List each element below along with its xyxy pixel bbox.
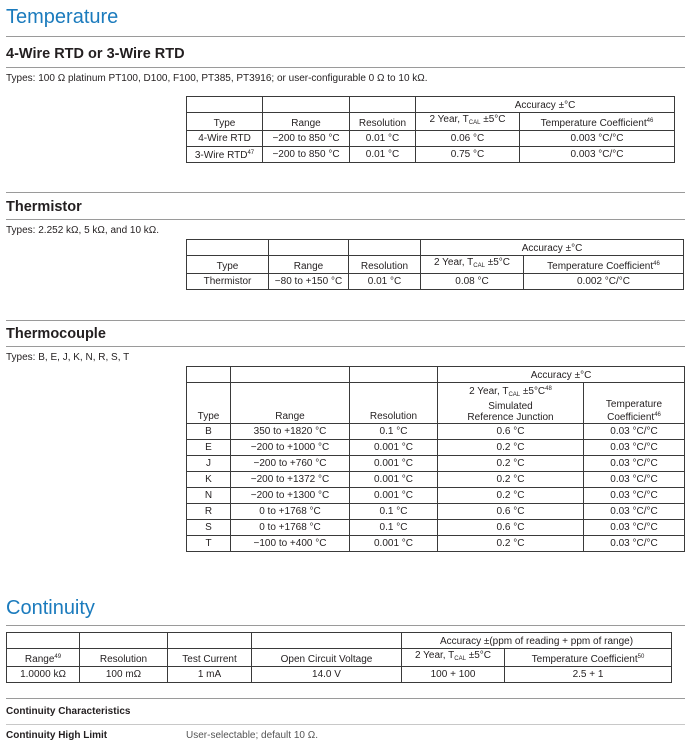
footnote-ref: 50 <box>637 654 645 660</box>
resolution-cell: 0.1 °C <box>350 504 438 520</box>
tempco-header <box>524 256 684 274</box>
two-year-cell: 100 + 100 <box>402 667 505 683</box>
tempco-cell: 0.003 °C/°C <box>520 131 675 147</box>
section-divider <box>6 625 685 626</box>
range-cell: −200 to +1372 °C <box>231 472 350 488</box>
tempco-label: Temperature Coefficient <box>547 261 654 272</box>
type-header: Type <box>187 113 263 131</box>
section-divider <box>6 36 685 37</box>
rtd-title: 4-Wire RTD or 3-Wire RTD <box>6 46 185 62</box>
type-header: Type <box>187 383 231 424</box>
table-row <box>187 472 685 488</box>
continuity-high-limit-value: User-selectable; default 10 Ω. <box>186 730 318 741</box>
table-row <box>187 456 685 472</box>
subsection-divider <box>6 219 685 220</box>
two-year-label: 2 Year, T <box>469 386 509 397</box>
two-year-tolerance: ±5°C <box>520 386 546 397</box>
table-row <box>187 147 675 163</box>
tempco-header <box>505 649 672 667</box>
empty-cell <box>187 97 263 113</box>
table-row <box>187 274 684 290</box>
thermocouple-title: Thermocouple <box>6 326 106 342</box>
two-year-header <box>416 113 520 131</box>
two-year-header <box>402 649 505 667</box>
range-cell: −100 to +400 °C <box>231 536 350 552</box>
table-row <box>187 504 685 520</box>
type-cell: R <box>187 504 231 520</box>
simulated-cell: 0.2 °C <box>438 456 584 472</box>
range-cell: −200 to 850 °C <box>263 147 350 163</box>
temperature-heading: Temperature <box>6 6 119 28</box>
tempco-cell: 0.03 °C/°C <box>584 424 685 440</box>
range-cell: 0 to +1768 °C <box>231 504 350 520</box>
simulated-header <box>438 383 584 424</box>
simulated-cell: 0.2 °C <box>438 488 584 504</box>
footnote-ref: 48 <box>545 386 552 392</box>
type-cell: J <box>187 456 231 472</box>
simulated-cell: 0.2 °C <box>438 536 584 552</box>
resolution-cell: 0.001 °C <box>350 488 438 504</box>
table-row <box>187 424 685 440</box>
accuracy-group-header: Accuracy ±°C <box>438 367 685 383</box>
footnote-ref: 46 <box>653 261 660 267</box>
tempco-cell: 0.03 °C/°C <box>584 456 685 472</box>
continuity-high-limit-label: Continuity High Limit <box>6 730 108 741</box>
two-year-label: 2 Year, T <box>414 650 455 661</box>
empty-cell <box>252 633 402 649</box>
continuity-high-limit-row <box>6 730 685 741</box>
tempco-cell: 0.002 °C/°C <box>524 274 684 290</box>
type-cell: Thermistor <box>187 274 269 290</box>
type-cell: S <box>187 520 231 536</box>
resolution-header: Resolution <box>80 649 168 667</box>
two-year-header <box>421 256 524 274</box>
tempco-cell: 0.03 °C/°C <box>584 440 685 456</box>
empty-cell <box>350 367 438 383</box>
resolution-header: Resolution <box>350 113 416 131</box>
two-year-tolerance: ±5°C <box>484 257 511 268</box>
tempco-cell: 0.03 °C/°C <box>584 488 685 504</box>
resolution-header: Resolution <box>349 256 421 274</box>
two-year-cell: 0.08 °C <box>421 274 524 290</box>
tempco-label-line2: Coefficient <box>607 412 655 423</box>
empty-cell <box>263 97 350 113</box>
section-divider <box>6 698 685 699</box>
footnote-ref: 49 <box>54 654 62 660</box>
type-cell: B <box>187 424 231 440</box>
empty-cell <box>168 633 252 649</box>
resolution-cell: 0.001 °C <box>350 440 438 456</box>
table-row <box>187 488 685 504</box>
two-year-label: 2 Year, T <box>433 257 474 268</box>
ocv-header: Open Circuit Voltage <box>252 649 402 667</box>
resolution-cell: 0.001 °C <box>350 456 438 472</box>
tempco-cell: 0.03 °C/°C <box>584 504 685 520</box>
resolution-cell: 0.01 °C <box>349 274 421 290</box>
range-header <box>7 649 80 667</box>
type-cell: T <box>187 536 231 552</box>
section-divider <box>6 192 685 193</box>
range-header: Range <box>269 256 349 274</box>
test-current-header: Test Current <box>168 649 252 667</box>
footnote-ref: 46 <box>654 412 661 418</box>
cal-subscript: CAL <box>508 392 521 398</box>
two-year-cell: 0.06 °C <box>416 131 520 147</box>
range-cell: −200 to 850 °C <box>263 131 350 147</box>
thermistor-types: Types: 2.252 kΩ, 5 kΩ, and 10 kΩ. <box>6 225 160 236</box>
table-row <box>187 440 685 456</box>
type-label: 3-Wire RTD <box>194 150 248 161</box>
thermocouple-rows <box>187 424 685 552</box>
accuracy-group-header: Accuracy ±(ppm of reading + ppm of range) <box>402 633 672 649</box>
tempco-header <box>520 113 675 131</box>
empty-cell <box>7 633 80 649</box>
range-header: Range <box>263 113 350 131</box>
type-cell: 4-Wire RTD <box>187 131 263 147</box>
tempco-cell: 0.03 °C/°C <box>584 520 685 536</box>
footnote-ref: 47 <box>247 150 255 156</box>
two-year-tolerance: ±5°C <box>480 114 506 125</box>
ocv-cell: 14.0 V <box>252 667 402 683</box>
thermocouple-types: Types: B, E, J, K, N, R, S, T <box>6 352 130 363</box>
two-year-label: 2 Year, T <box>429 114 469 125</box>
subsection-divider <box>6 724 685 725</box>
tempco-label: Temperature Coefficient <box>531 654 638 665</box>
type-cell: N <box>187 488 231 504</box>
simulated-label: Simulated <box>488 401 533 412</box>
range-label: Range <box>24 654 55 665</box>
footnote-ref: 46 <box>646 118 654 124</box>
thermocouple-table <box>186 366 685 552</box>
empty-cell <box>350 97 416 113</box>
two-year-cell: 0.75 °C <box>416 147 520 163</box>
thermistor-title: Thermistor <box>6 199 82 215</box>
range-cell: 350 to +1820 °C <box>231 424 350 440</box>
continuity-characteristics-title: Continuity Characteristics <box>6 706 131 717</box>
resolution-cell: 0.01 °C <box>350 147 416 163</box>
table-row <box>187 520 685 536</box>
range-header: Range <box>231 383 350 424</box>
empty-cell <box>80 633 168 649</box>
range-cell: −200 to +1000 °C <box>231 440 350 456</box>
resolution-header: Resolution <box>350 383 438 424</box>
tempco-label: Temperature Coefficient <box>540 118 647 129</box>
tempco-header <box>584 383 685 424</box>
resolution-cell: 0.001 °C <box>350 536 438 552</box>
simulated-cell: 0.6 °C <box>438 504 584 520</box>
cal-subscript: CAL <box>468 120 481 126</box>
cal-subscript: CAL <box>454 656 466 662</box>
range-cell: 0 to +1768 °C <box>231 520 350 536</box>
reference-junction-label: Reference Junction <box>467 412 554 423</box>
range-cell: −200 to +1300 °C <box>231 488 350 504</box>
tempco-cell: 0.03 °C/°C <box>584 472 685 488</box>
tempco-cell: 0.003 °C/°C <box>520 147 675 163</box>
type-cell: E <box>187 440 231 456</box>
resolution-cell: 100 mΩ <box>80 667 168 683</box>
resolution-cell: 0.1 °C <box>350 424 438 440</box>
empty-cell <box>231 367 350 383</box>
subsection-divider <box>6 346 685 347</box>
empty-cell <box>187 367 231 383</box>
resolution-cell: 0.01 °C <box>350 131 416 147</box>
continuity-table <box>6 632 672 683</box>
range-cell: −80 to +150 °C <box>269 274 349 290</box>
test-current-cell: 1 mA <box>168 667 252 683</box>
rtd-types: Types: 100 Ω platinum PT100, D100, F100, PT385, PT3916; or user-configurable 0 Ω to 10 kΩ. <box>6 73 428 84</box>
simulated-cell: 0.6 °C <box>438 424 584 440</box>
range-cell: −200 to +760 °C <box>231 456 350 472</box>
accuracy-group-header: Accuracy ±°C <box>421 240 684 256</box>
table-row <box>7 667 672 683</box>
section-divider <box>6 320 685 321</box>
simulated-cell: 0.6 °C <box>438 520 584 536</box>
empty-cell <box>269 240 349 256</box>
cal-subscript: CAL <box>473 263 485 269</box>
table-row <box>187 536 685 552</box>
accuracy-group-header: Accuracy ±°C <box>416 97 675 113</box>
two-year-tolerance: ±5°C <box>465 650 492 661</box>
table-row <box>187 131 675 147</box>
tempco-label-line1: Temperature <box>605 399 663 410</box>
range-cell: 1.0000 kΩ <box>7 667 80 683</box>
thermistor-table <box>186 239 684 290</box>
subsection-divider <box>6 67 685 68</box>
empty-cell <box>349 240 421 256</box>
type-header: Type <box>187 256 269 274</box>
rtd-table <box>186 96 675 163</box>
simulated-cell: 0.2 °C <box>438 440 584 456</box>
type-cell <box>187 147 263 163</box>
tempco-cell: 2.5 + 1 <box>505 667 672 683</box>
empty-cell <box>187 240 269 256</box>
continuity-heading: Continuity <box>6 597 95 619</box>
resolution-cell: 0.1 °C <box>350 520 438 536</box>
tempco-cell: 0.03 °C/°C <box>584 536 685 552</box>
resolution-cell: 0.001 °C <box>350 472 438 488</box>
type-cell: K <box>187 472 231 488</box>
simulated-cell: 0.2 °C <box>438 472 584 488</box>
